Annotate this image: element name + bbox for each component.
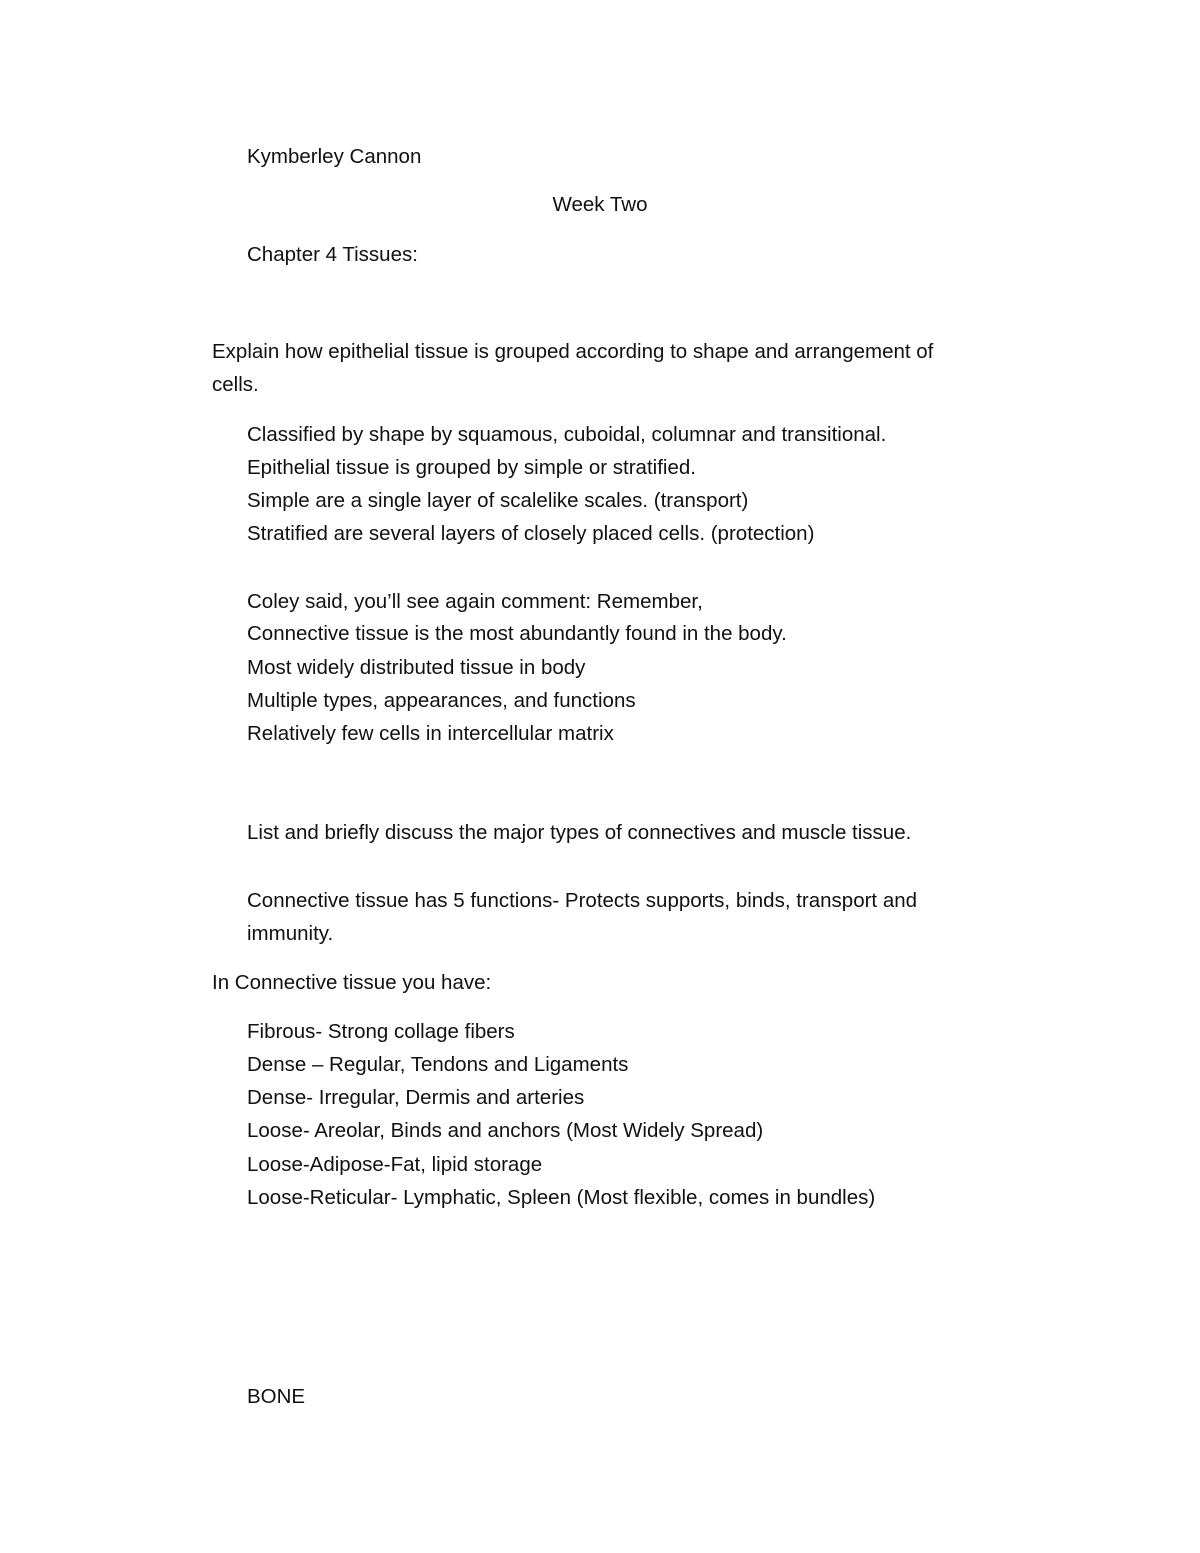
answer-1-line: Stratified are several layers of closely placed cells. (protection) bbox=[247, 522, 815, 545]
question-1-line-2: cells. bbox=[212, 373, 259, 396]
question-1-line-1: Explain how epithelial tissue is grouped according to shape and arrangement of bbox=[212, 340, 934, 363]
note-line: Connective tissue is the most abundantly found in the body. bbox=[247, 622, 787, 645]
functions-line-1: Connective tissue has 5 functions- Protects supports, binds, transport and bbox=[247, 889, 918, 912]
connective-type-item: Dense- Irregular, Dermis and arteries bbox=[247, 1086, 585, 1109]
note-line: Multiple types, appearances, and functions bbox=[247, 689, 636, 712]
connective-intro: In Connective tissue you have: bbox=[212, 971, 492, 994]
answer-1-line: Classified by shape by squamous, cuboidal, columnar and transitional. bbox=[247, 423, 887, 446]
document-title: Week Two bbox=[552, 193, 648, 216]
connective-type-item: Loose-Adipose-Fat, lipid storage bbox=[247, 1153, 543, 1176]
answer-1-line: Epithelial tissue is grouped by simple or stratified. bbox=[247, 456, 696, 479]
author-name: Kymberley Cannon bbox=[247, 145, 422, 168]
connective-type-item: Dense – Regular, Tendons and Ligaments bbox=[247, 1053, 629, 1076]
question-2: List and briefly discuss the major types of connectives and muscle tissue. bbox=[247, 821, 912, 844]
connective-type-item: Loose- Areolar, Binds and anchors (Most Widely Spread) bbox=[247, 1119, 764, 1142]
connective-type-item: Loose-Reticular- Lymphatic, Spleen (Most flexible, comes in bundles) bbox=[247, 1186, 876, 1209]
chapter-heading: Chapter 4 Tissues: bbox=[247, 243, 418, 266]
functions-line-2: immunity. bbox=[247, 922, 334, 945]
note-line: Relatively few cells in intercellular matrix bbox=[247, 722, 614, 745]
note-line: Most widely distributed tissue in body bbox=[247, 656, 586, 679]
connective-type-item: Fibrous- Strong collage fibers bbox=[247, 1020, 515, 1043]
note-line: Coley said, you’ll see again comment: Remember, bbox=[247, 590, 703, 613]
answer-1-line: Simple are a single layer of scalelike scales. (transport) bbox=[247, 489, 749, 512]
bone-heading: BONE bbox=[247, 1385, 306, 1408]
